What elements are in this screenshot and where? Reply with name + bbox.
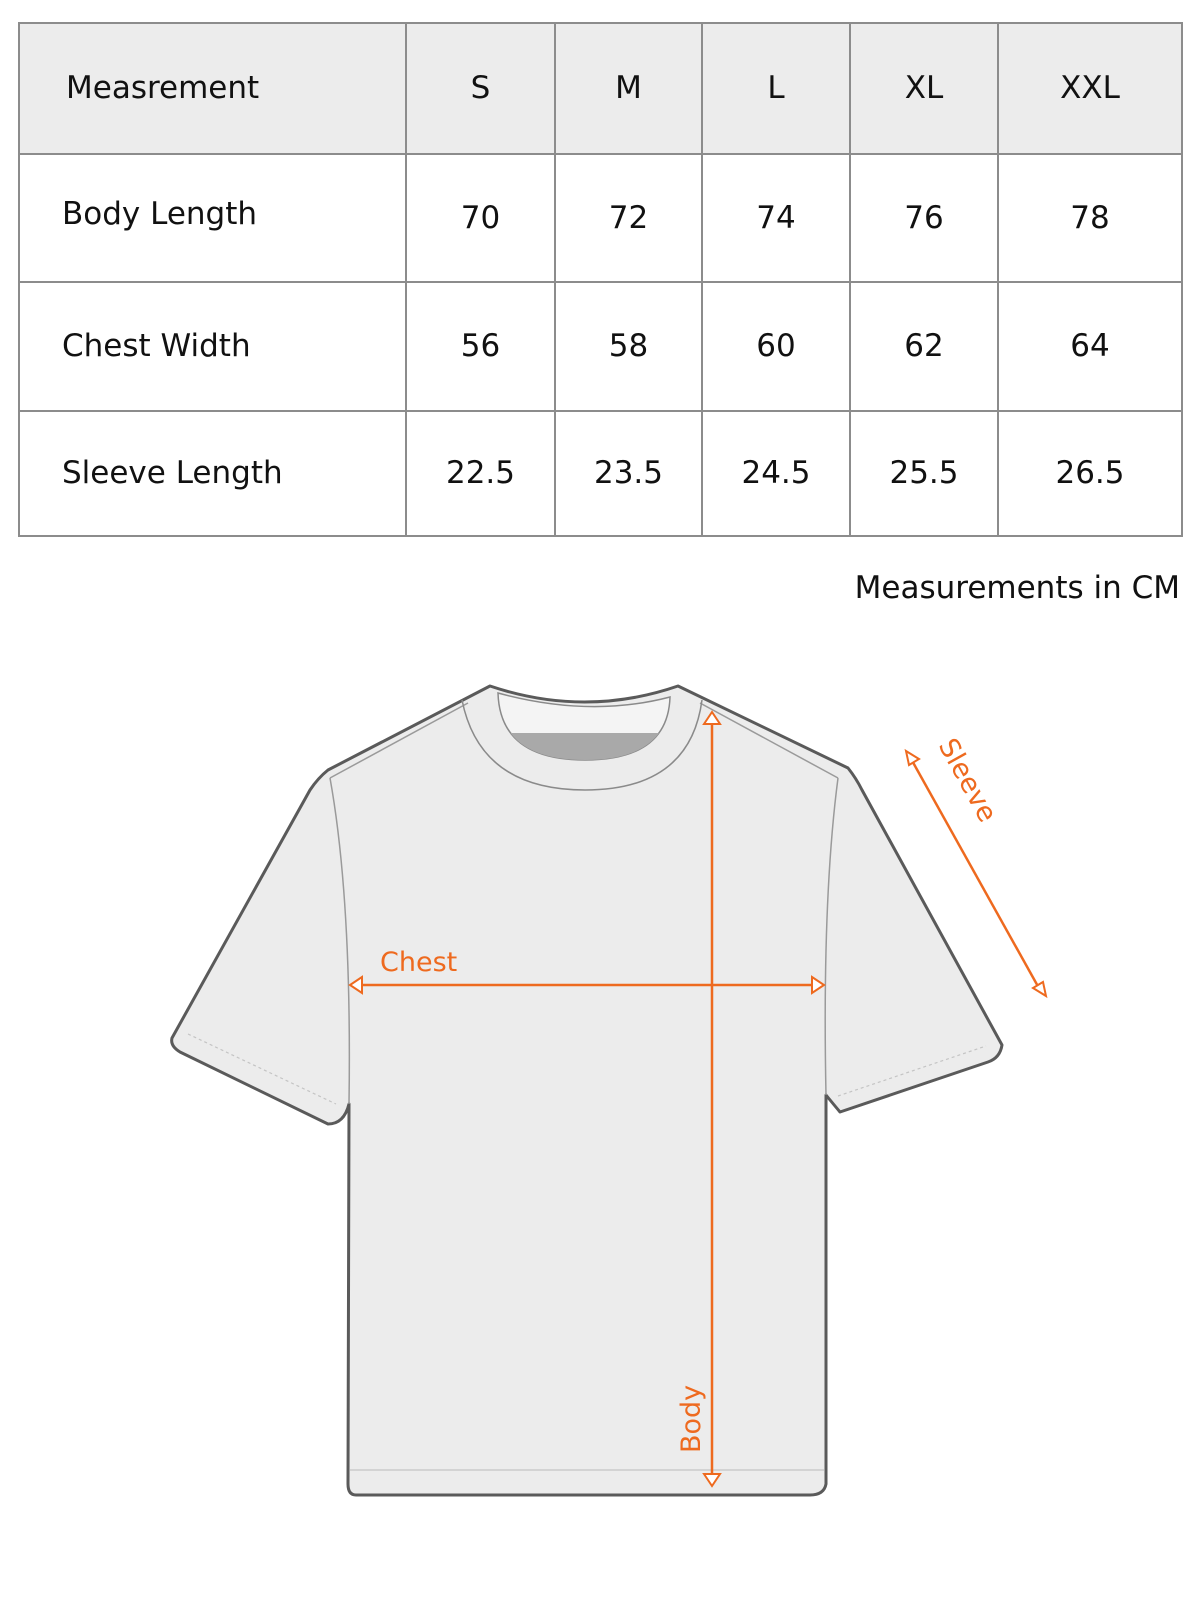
- cell-body-length-m: 72: [555, 154, 702, 283]
- cell-body-length-xl: 76: [850, 154, 998, 283]
- table-row: [19, 154, 1182, 283]
- cell-sleeve-length-xxl: 26.5: [998, 411, 1182, 536]
- cell-body-length-l: 74: [702, 154, 850, 283]
- cell-chest-width-xxl: 64: [998, 282, 1182, 411]
- table-row: [19, 411, 1182, 536]
- row-label-body-length: Body Length: [19, 154, 406, 283]
- sleeve-arrow-top: [906, 751, 919, 765]
- chest-label: Chest: [380, 947, 458, 978]
- units-note: Measurements in CM: [854, 570, 1180, 606]
- cell-body-length-xxl: 78: [998, 154, 1182, 283]
- table-header-row: [19, 23, 1182, 154]
- cell-chest-width-l: 60: [702, 282, 850, 411]
- header-measurement: Measrement: [19, 23, 406, 154]
- cell-sleeve-length-s: 22.5: [406, 411, 555, 536]
- header-size-l: L: [702, 23, 850, 154]
- row-label-sleeve-length: Sleeve Length: [19, 411, 406, 536]
- header-size-s: S: [406, 23, 555, 154]
- body-label: Body: [676, 1384, 707, 1453]
- tshirt-measurement-diagram: [0, 650, 1200, 1550]
- row-label-chest-width: Chest Width: [19, 282, 406, 411]
- size-chart-table: [18, 22, 1183, 537]
- cell-sleeve-length-xl: 25.5: [850, 411, 998, 536]
- cell-chest-width-m: 58: [555, 282, 702, 411]
- cell-sleeve-length-l: 24.5: [702, 411, 850, 536]
- table-row: [19, 282, 1182, 411]
- sleeve-arrow-bottom: [1033, 982, 1046, 996]
- cell-sleeve-length-m: 23.5: [555, 411, 702, 536]
- cell-body-length-s: 70: [406, 154, 555, 283]
- header-size-m: M: [555, 23, 702, 154]
- sleeve-label: Sleeve: [931, 733, 1003, 828]
- header-size-xxl: XXL: [998, 23, 1182, 154]
- cell-chest-width-s: 56: [406, 282, 555, 411]
- header-size-xl: XL: [850, 23, 998, 154]
- cell-chest-width-xl: 62: [850, 282, 998, 411]
- tshirt-outline: [172, 686, 1002, 1495]
